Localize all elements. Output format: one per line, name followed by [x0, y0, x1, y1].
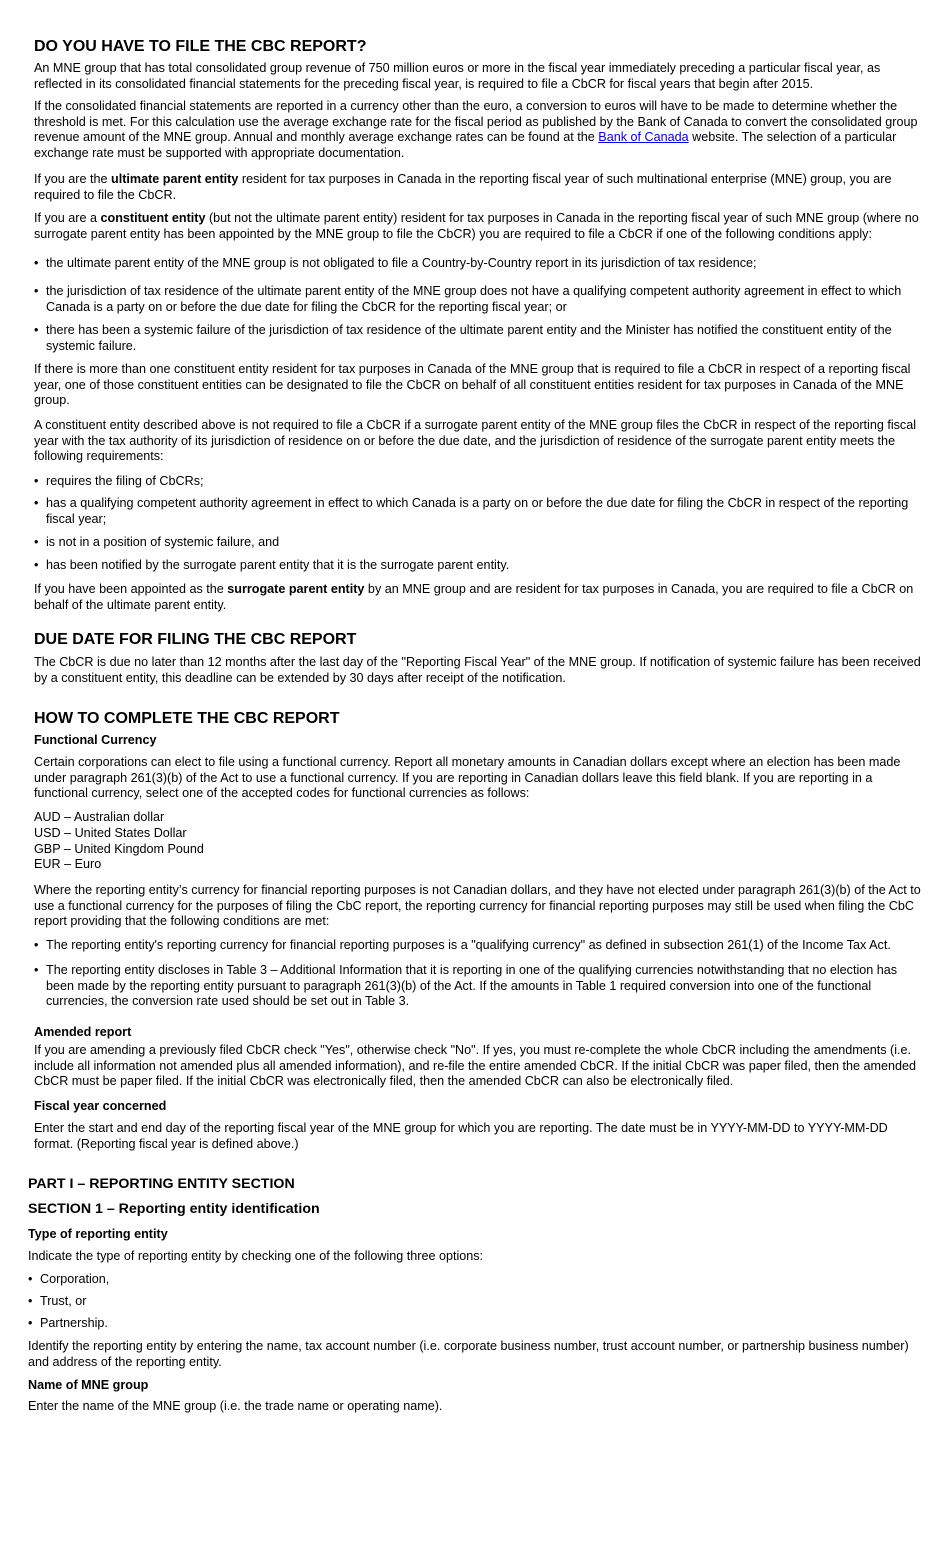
list-item: • has been notified by the surrogate parent entity that it is the surrogate parent entity. [34, 558, 510, 572]
paragraph-mne-group-name: Enter the name of the MNE group (i.e. the trade name or operating name). [28, 1399, 443, 1413]
paragraph-fiscal-year: Enter the start and end day of the reporting fiscal year of the MNE group for which you are reporting. The date must be in YYYY-MM-DD to YYYY-MM-DD format. (Reporting fiscal year is defined above.) [34, 1121, 888, 1151]
list-item: • requires the filing of CbCRs; [34, 474, 204, 488]
paragraph-ultimate-parent: If you are the ultimate parent entity resident for tax purposes in Canada in the reporting fiscal year of such multinational enterprise (MNE) group, you are required to file the CbCR. [34, 172, 892, 202]
paragraph-currency-conversion: If the consolidated financial statements are reported in a currency other than the euro, a conversion to euros will have to be made to determine whether the threshold is met. For this calculation use the average exchange rate for the fiscal period as published by the Bank of Canada to convert the consolidated group revenue amount of the MNE group. Annual and monthly average exchange rates can be found at the Bank of Canada website. The selection of a particular exchange rate must be supported with appropriate documentation. [34, 99, 918, 160]
subheading-fiscal-year: Fiscal year concerned [34, 1099, 167, 1113]
subheading-type-of-reporting-entity: Type of reporting entity [28, 1227, 168, 1241]
paragraph-type-options: Indicate the type of reporting entity by checking one of the following three options: [28, 1249, 484, 1263]
currency-code: USD – United States Dollar [34, 826, 187, 840]
subheading-amended-report: Amended report [34, 1025, 132, 1039]
list-item: • has a qualifying competent authority agreement in effect to which Canada is a party on or before the due date for filing the CbCR in respect of the reporting fiscal year; [34, 496, 909, 526]
paragraph-threshold: An MNE group that has total consolidated group revenue of 750 million euros or more in the fiscal year immediately preceding a particular fiscal year, as reflected in its consolidated financial statements for the preceding fiscal year, is required to file a CbCR for fiscal years that begin after 2015. [34, 61, 881, 91]
paragraph-surrogate-parent: If you have been appointed as the surrogate parent entity by an MNE group and are resident for tax purposes in Canada, you are required to file a CbCR on behalf of the ultimate parent entity. [34, 582, 914, 612]
subheading-name-of-mne-group: Name of MNE group [28, 1378, 149, 1392]
heading-due-date: DUE DATE FOR FILING THE CBC REPORT [34, 631, 357, 648]
list-item: • the ultimate parent entity of the MNE group is not obligated to file a Country-by-Country report in its jurisdiction of tax residence; [34, 256, 757, 270]
currency-code: GBP – United Kingdom Pound [34, 842, 204, 856]
paragraph-identify-entity: Identify the reporting entity by entering the name, tax account number (i.e. corporate business number, trust account number, or partnership business number) and address of the reporting entity. [28, 1339, 909, 1369]
paragraph-functional-currency: Certain corporations can elect to file using a functional currency. Report all monetary amounts in Canadian dollars except where an election has been made under paragraph 261(3)(b) of the Act to use a functional currency. If you are reporting in Canadian dollars leave this field blank. If you are reporting in a functional currency, select one of the accepted codes for functional currencies as follows: [34, 755, 901, 801]
heading-section-one: SECTION 1 – Reporting entity identification [28, 1201, 320, 1217]
list-item: • the jurisdiction of tax residence of the ultimate parent entity of the MNE group does not have a qualifying competent authority agreement in effect to which Canada is a party on or before the due date for filing the CbCR for the reporting fiscal year; or [34, 284, 902, 314]
list-item: • The reporting entity's reporting currency for financial reporting purposes is a "qualifying currency" as defined in subsection 261(1) of the Income Tax Act. [34, 938, 891, 952]
list-item: • Trust, or [28, 1294, 87, 1308]
paragraph-due-date: The CbCR is due no later than 12 months after the last day of the "Reporting Fiscal Year" of the MNE group. If notification of systemic failure has been received by a constituent entity, this deadline can be extended by 30 days after receipt of the notification. [34, 655, 921, 685]
currency-code: AUD – Australian dollar [34, 810, 165, 824]
list-item: • there has been a systemic failure of the jurisdiction of tax residence of the ultimate parent entity and the Minister has notified the constituent entity of the systemic failure. [34, 323, 892, 353]
list-item: • Corporation, [28, 1272, 110, 1286]
subheading-functional-currency: Functional Currency [34, 733, 157, 747]
list-item: • Partnership. [28, 1316, 108, 1330]
list-item: • The reporting entity discloses in Table 3 – Additional Information that it is reporting in one of the qualifying currencies notwithstanding that no election has been made by the reporting entity pursuant to paragraph 261(3)(b) of the Act. If the amounts in Table 1 required conversion into one of the functional currencies, the conversion rate used should be set out in Table 3. [34, 963, 898, 1009]
paragraph-constituent-entity: If you are a constituent entity (but not the ultimate parent entity) resident for tax purposes in Canada in the reporting fiscal year of such MNE group (where no surrogate parent entity has been appointed by the MNE group to file the CbCR) you are required to file a CbCR if one of the following conditions apply: [34, 211, 919, 241]
paragraph-surrogate-requirements: A constituent entity described above is not required to file a CbCR if a surrogate parent entity of the MNE group files the CbCR in respect of the reporting fiscal year with the tax authority of its jurisdiction of residence on or before the due date, and the jurisdiction of residence of the surrogate parent entity meets the following requirements: [34, 418, 917, 464]
heading-do-you-have-to-file: DO YOU HAVE TO FILE THE CBC REPORT? [34, 38, 367, 55]
heading-part-one: PART I – REPORTING ENTITY SECTION [28, 1176, 295, 1192]
paragraph-amended-report: If you are amending a previously filed CbCR check "Yes", otherwise check "No". If yes, you must re-complete the whole CbCR including the amendments (i.e. include all information not amended plus all amended information), and re-file the entire amended CbCR. If the initial CbCR was paper filed, then the amended CbCR must be paper filed. If the initial CbCR was electronically filed, then the amended CbCR can also be electronically filed. [34, 1043, 917, 1089]
paragraph-reporting-currency: Where the reporting entity’s currency for financial reporting purposes is not Canadian dollars, and they have not elected under paragraph 261(3)(b) of the Act to use a functional currency for the purposes of filing the CbC report, the reporting currency for financial reporting purposes may still be used when filing the CbC report providing that the following conditions are met: [34, 883, 921, 929]
bank-of-canada-link[interactable]: Bank of Canada [598, 130, 689, 145]
list-item: • is not in a position of systemic failure, and [34, 535, 280, 549]
paragraph-designation: If there is more than one constituent entity resident for tax purposes in Canada of the MNE group that is required to file a CbCR in respect of a reporting fiscal year, one of those constituent entities can be designated to file the CbCR on behalf of all constituent entities resident for tax purposes in Canada of the MNE group. [34, 362, 911, 408]
heading-how-to-complete: HOW TO COMPLETE THE CBC REPORT [34, 710, 340, 727]
currency-code: EUR – Euro [34, 857, 102, 871]
